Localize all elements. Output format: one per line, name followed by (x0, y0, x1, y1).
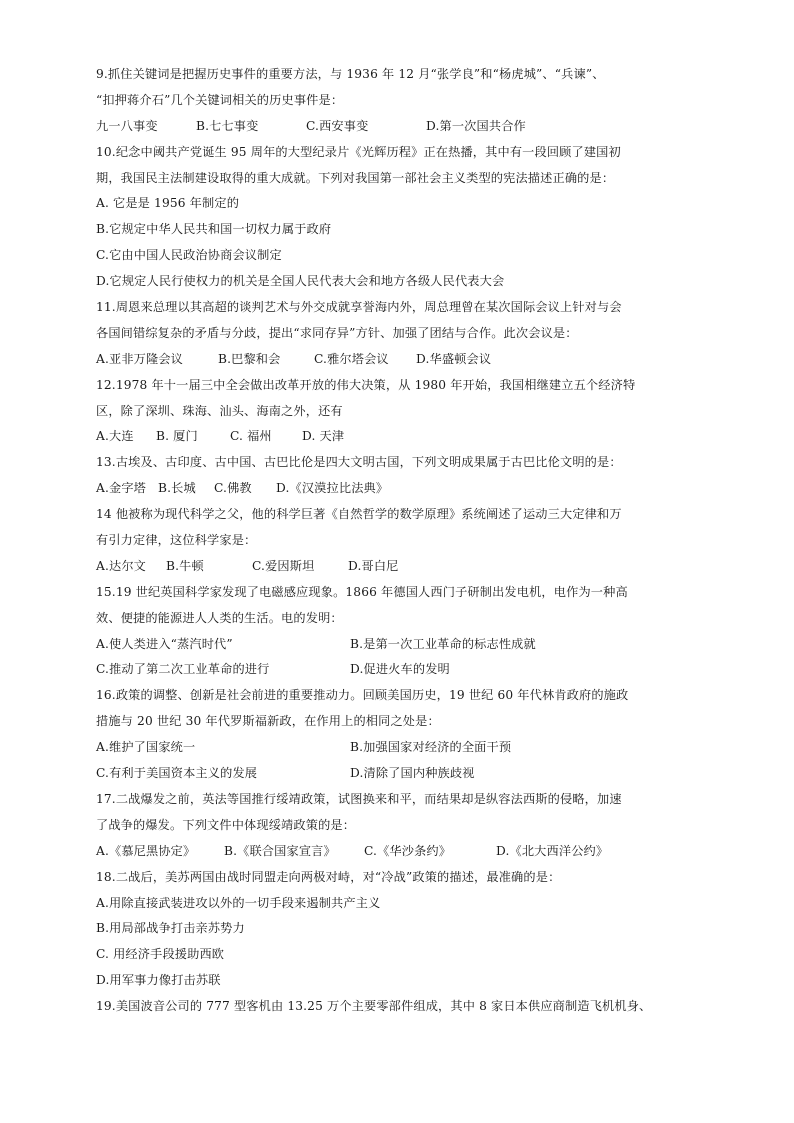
question-17-stem-cont: 了战争的爆发。下列文件中体现绥靖政策的是： (96, 817, 356, 832)
question-10-option-b: B.它规定中华人民共和国一切权力属于政府 (96, 222, 332, 237)
question-10-stem-cont: 期，我国民主法制建设取得的重大成就。下列对我国第一部社会主义类型的宪法描述正确的是： (96, 170, 615, 185)
question-17-option-a: A.《慕尼黑协定》 (96, 843, 196, 858)
question-10-stem: 10.纪念中阈共产党诞生 95 周年的大型纪录片《光辉历程》正在热播，其中有一段回顾了建国初 (96, 144, 621, 159)
question-18-option-c: C. 用经济手段援助西欧 (96, 947, 225, 962)
question-15-option-c: C.推动了第二次工业革命的进行 (96, 662, 270, 677)
question-16-options-row2 (96, 761, 716, 787)
question-12-option-a: A.大连 (96, 429, 134, 444)
question-17-option-d: D.《北大西洋公约》 (496, 843, 609, 858)
question-19-stem: 19.美国波音公司的 777 型客机由 13.25 万个主要零部件组成，其中 8 家日本供应商制造飞机机身、 (96, 999, 652, 1014)
question-18-stem: 18.二战后，美苏两国由战时同盟走向两极对峙，对“冷战”政策的描述，最准确的是： (96, 869, 561, 884)
question-9-option-b: B.七七事变 (196, 118, 259, 133)
question-17-option-b: B.《联合国家宣言》 (224, 843, 336, 858)
exam-page (96, 62, 716, 1020)
question-16-options-row1 (96, 735, 716, 761)
question-16-option-a: A.维护了国家统一 (96, 740, 196, 755)
question-15-option-a: A.使人类进入“蒸汽时代” (96, 636, 233, 651)
question-12-stem-cont: 区，除了深圳、珠海、汕头、海南之外，还有 (96, 403, 343, 418)
question-15-stem-cont: 效、便捷的能源进人人类的生活。电的发明： (96, 610, 343, 625)
question-9-stem-cont: “扣押蒋介石”几个关键词相关的历史事件是： (96, 92, 344, 107)
question-18-option-b: B.用局部战争打击亲苏势力 (96, 921, 245, 936)
question-14-stem: 14 他被称为现代科学之父，他的科学巨著《自然哲学的数学原理》系统阐述了运动三大定律和万 (96, 507, 622, 522)
question-17-options (96, 839, 716, 865)
question-15-options-row2 (96, 657, 716, 683)
question-16-stem: 16.政策的调整、创新是社会前进的重要推动力。回顾美国历史，19 世纪 60 年代林肯政府的施政 (96, 688, 629, 703)
question-9-options (96, 114, 716, 140)
question-10-option-c: C.它由中国人民政治协商会议制定 (96, 248, 282, 263)
question-9-stem: 9.抓住关键词是把握历史事件的重要方法，与 1936 年 12 月“张学良”和“杨虎城”、“兵谏”、 (96, 67, 605, 81)
question-10-option-d: D.它规定人民行使权力的机关是全国人民代表大会和地方各级人民代表大会 (96, 274, 505, 289)
question-13-option-d: D.《汉漠拉比法典》 (276, 481, 389, 496)
question-11-option-c: C.雅尔塔会议 (314, 351, 389, 366)
question-15-stem: 15.19 世纪英国科学家发现了电磁感应现象。1866 年德国人西门子研制出发电机，电作为一种高 (96, 584, 628, 599)
question-11-stem-cont: 各国间错综复杂的矛盾与分歧，提出“求同存异”方针、加强了团结与合作。此次会议是： (96, 325, 578, 340)
question-14-option-b: B.牛顿 (166, 558, 204, 573)
question-13-options (96, 476, 716, 502)
question-13-option-b: B.长城 (158, 481, 196, 496)
question-14-option-c: C.爱因斯坦 (252, 558, 315, 573)
question-13-stem: 13.古埃及、古印度、古中国、古巴比伦是四大文明古国，下列文明成果属于古巴比伦文明的是： (96, 455, 622, 470)
question-11-option-b: B.巴黎和会 (218, 351, 281, 366)
question-11-options (96, 347, 716, 373)
question-18-option-d: D.用军事力像打击苏联 (96, 973, 221, 988)
question-12-option-c: C. 福州 (230, 429, 272, 444)
question-13-option-c: C.佛教 (214, 481, 252, 496)
question-12-options (96, 424, 716, 450)
question-9-option-d: D.第一次国共合作 (426, 118, 526, 133)
question-14-option-d: D.哥白尼 (348, 558, 399, 573)
question-17-stem: 17.二战爆发之前，英法等国推行绥靖政策，试图换来和平，而结果却是纵容法西斯的侵略，加速 (96, 791, 622, 806)
question-9-option-c: C.西安事变 (306, 118, 369, 133)
question-10-option-a: A. 它是是 1956 年制定的 (96, 196, 240, 211)
question-15-options-row1 (96, 632, 716, 658)
question-13-option-a: A.金字塔 (96, 481, 146, 496)
question-14-option-a: A.达尔文 (96, 558, 146, 573)
question-16-option-c: C.有利于美国资本主义的发展 (96, 766, 258, 781)
question-15-option-d: D.促进火车的发明 (350, 662, 450, 677)
question-16-option-d: D.清除了国内种族歧视 (350, 766, 475, 781)
question-11-stem: 11.周恩来总理以其高超的谈判艺术与外交成就享誉海内外，周总理曾在某次国际会议上针对与会 (96, 300, 622, 315)
question-16-stem-cont: 措施与 20 世纪 30 年代罗斯福新政，在作用上的相同之处是： (96, 714, 440, 729)
question-9-option-a: 九一八事变 (96, 118, 158, 133)
question-12-stem: 12.1978 年十一届三中全会做出改革开放的伟大决策，从 1980 年开始，我国相继建立五个经济特 (96, 377, 636, 392)
question-14-options (96, 554, 716, 580)
question-15-option-b: B.是第一次工业革命的标志性成就 (350, 636, 536, 651)
question-16-option-b: B.加强国家对经济的全面干预 (350, 740, 512, 755)
question-12-option-b: B. 厦门 (156, 429, 198, 444)
question-11-option-a: A.亚非万隆会议 (96, 351, 184, 366)
question-18-option-a: A.用除直接武装进攻以外的一切手段来遏制共产主义 (96, 895, 381, 910)
question-14-stem-cont: 有引力定律，这位科学家是： (96, 533, 257, 548)
question-11-option-d: D.华盛顿会议 (416, 351, 492, 366)
question-17-option-c: C.《华沙条约》 (364, 843, 452, 858)
question-12-option-d: D. 天津 (302, 429, 345, 444)
